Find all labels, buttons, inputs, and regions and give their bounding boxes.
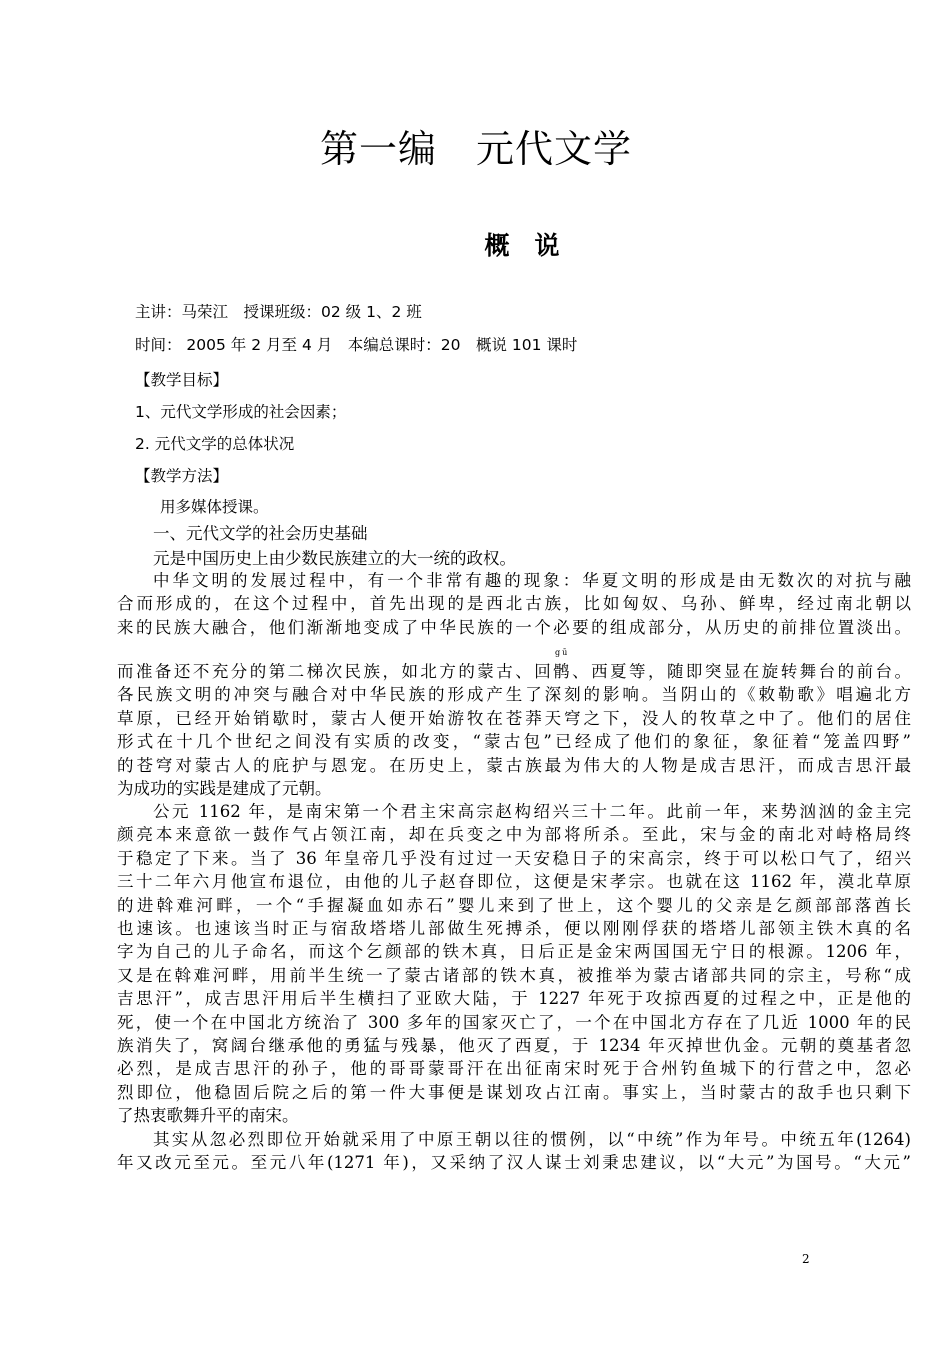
goals-heading: 【教学目标】	[135, 371, 229, 389]
text-line: 颜亮本来意欲一鼓作气占领江南，却在兵变之中为部将所杀。至此，宋与金的南北对峙格局终	[117, 825, 911, 845]
text-line: 为成功的实践是建成了元朝。	[117, 778, 332, 798]
text-line: 年又改元至元。至元八年(1271 年)，又采纳了汉人谋士刘秉忠建议，以“大元”为国号。“大元”	[117, 1153, 911, 1173]
paragraph-2	[117, 800, 911, 1127]
lecturer-line: 主讲：马荣江 授课班级：02 级 1、2 班	[135, 303, 422, 321]
text-line: 其实从忽必烈即位开始就采用了中原王朝以往的惯例，以“中统”作为年号。中统五年(1264)	[153, 1130, 911, 1149]
intro-sentence: 元是中国历史上由少数民族建立的大一统的政权。	[153, 549, 516, 568]
page-number: 2	[802, 1252, 810, 1266]
page-title: 第一编 元代文学	[319, 127, 632, 171]
text-line: 公元 1162 年，是南宋第一个君主宋高宗赵构绍兴三十二年。此前一年，来势汹汹的金主完	[153, 802, 911, 821]
text-line: 的苍穹对蒙古人的庇护与恩宠。在历史上，蒙古族最为伟大的人物是成吉思汗，而成吉思汗最	[117, 755, 911, 775]
text-line: 合而形成的，在这个过程中，首先出现的是西北古族，比如匈奴、乌孙、鲜卑，经过南北朝以	[117, 594, 911, 614]
text-line: 字为自己的儿子命名，而这个乞颜部的铁木真，日后正是金宋两国国无宁日的根源。1206 年，	[117, 942, 911, 962]
paragraph-1-continued	[117, 660, 911, 800]
section-subtitle: 概 说	[484, 231, 560, 260]
text-line: 而准备还不充分的第二梯次民族，如北方的蒙古、回鹘、西夏等，随即突显在旋转舞台的前台。	[117, 662, 911, 681]
text-line: 了热衷歌舞升平的南宋。	[117, 1106, 299, 1126]
section-heading: 一、元代文学的社会历史基础	[153, 524, 368, 543]
text-line: 形式在十几个世纪之间没有实质的改变，“蒙古包”已经成了他们的象征，象征着“笼盖四野”	[117, 732, 911, 752]
text-line: 中华文明的发展过程中，有一个非常有趣的现象：华夏文明的形成是由无数次的对抗与融	[153, 571, 911, 590]
text-line: 各民族文明的冲突与融合对中华民族的形成产生了深刻的影响。当阴山的《敕勒歌》唱遍北方	[117, 685, 911, 705]
schedule-line: 时间： 2005 年 2 月至 4 月 本编总课时：20 概说 101 课时	[135, 336, 578, 354]
paragraph-3	[117, 1128, 911, 1175]
text-line: 于稳定了下来。当了 36 年皇帝几乎没有过过一天安稳日子的宋高宗，终于可以松口气了，绍兴	[117, 848, 911, 868]
text-line: 也速该。也速该当时正与宿敌塔塔儿部做生死搏杀，便以刚刚俘获的塔塔儿部领主铁木真的名	[117, 918, 911, 938]
text-line: 烈即位，他稳固后院之后的第一件大事便是谋划攻占江南。事实上，当时蒙古的敌手也只剩下	[117, 1082, 911, 1102]
text-line: 又是在斡难河畔，用前半生统一了蒙古诸部的铁木真，被推举为蒙古诸部共同的宗主，号称“成	[117, 965, 911, 985]
goal-item-1: 1、元代文学形成的社会因素；	[135, 403, 347, 421]
text-line: 族消失了，窝阔台继承他的勇猛与残暴，他灭了西夏，于 1234 年灭掉世仇金。元朝的奠基者忽	[117, 1035, 911, 1055]
method-item-1: 用多媒体授课。	[160, 498, 269, 516]
text-line: 三十二年六月他宣布退位，由他的儿子赵昚即位，这便是宋孝宗。也就在这 1162 年，漠北草原	[117, 872, 911, 892]
methods-heading: 【教学方法】	[135, 467, 229, 485]
text-line: 必烈，是成吉思汗的孙子，他的哥哥蒙哥汗在出征南宋时死于合州钓鱼城下的行营之中，忽必	[117, 1059, 911, 1079]
text-line: 的进斡难河畔，一个“手握凝血如赤石”婴儿来到了世上，这个婴儿的父亲是乞颜部部落酋长	[117, 895, 911, 915]
goal-item-2: 2. 元代文学的总体状况	[135, 435, 295, 453]
text-line: 死，使一个在中国北方统治了 300 多年的国家灭亡了，一个在中国北方存在了几近 1000 年的民	[117, 1012, 911, 1032]
text-line: 来的民族大融合，他们渐渐地变成了中华民族的一个必要的组成部分，从历史的前排位置淡出。	[117, 617, 911, 637]
pinyin-annotation: gū	[555, 648, 570, 657]
paragraph-1	[117, 569, 911, 639]
text-line: 草原，已经开始销歇时，蒙古人便开始游牧在苍莽天穹之下，没人的牧草之中了。他们的居住	[117, 708, 911, 728]
text-line: 吉思汗”，成吉思汗用后半生横扫了亚欧大陆，于 1227 年死于攻掠西夏的过程之中，正是他的	[117, 989, 911, 1009]
